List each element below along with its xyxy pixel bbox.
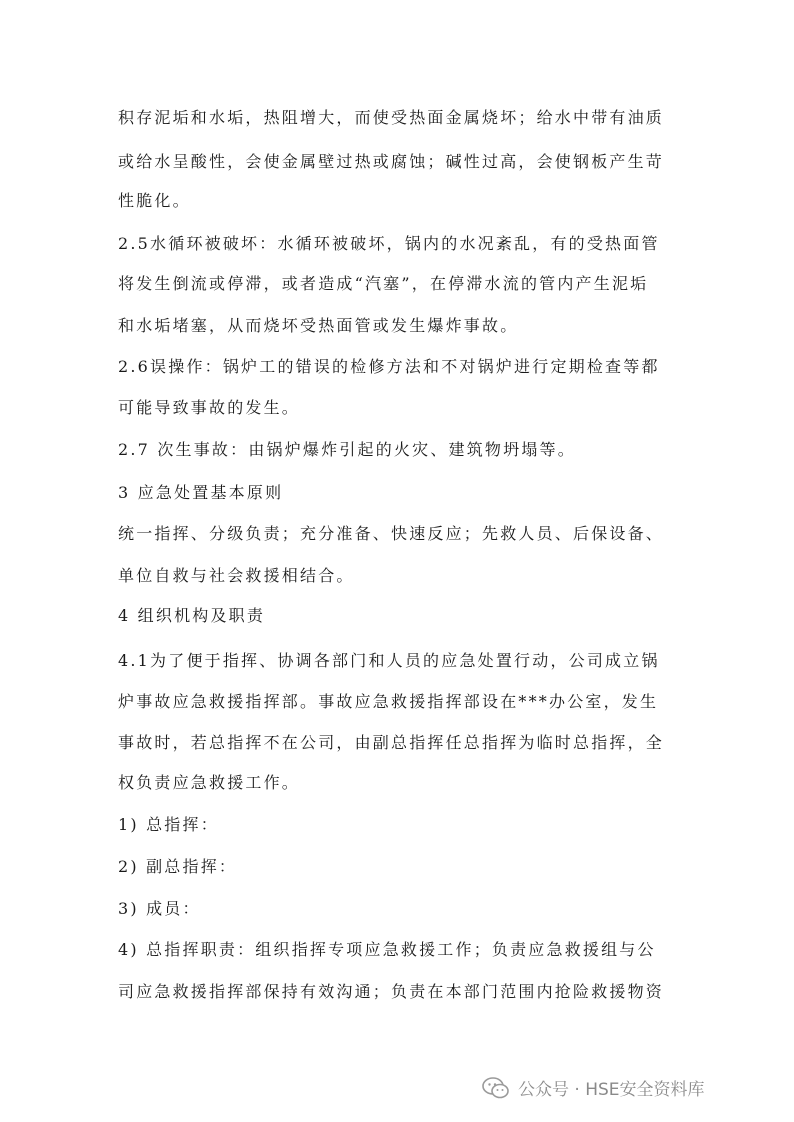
section-heading: 3 应急处置基本原则 bbox=[118, 483, 284, 502]
text-line: 将发生倒流或停滞，或者造成“汽塞”，在停滞水流的管内产生泥垢 bbox=[118, 274, 649, 293]
wechat-icon bbox=[482, 1077, 510, 1099]
text-line: 积存泥垢和水垢，热阻增大，而使受热面金属烧坏；给水中带有油质 bbox=[118, 108, 665, 127]
text-line: 2.7 次生事故：由锅炉爆炸引起的火灾、建筑物坍塌等。 bbox=[118, 440, 576, 459]
text-line: 性脆化。 bbox=[118, 191, 191, 210]
text-line: 4.1为了便于指挥、协调各部门和人员的应急处置行动，公司成立锅 bbox=[118, 651, 660, 670]
section-heading: 4 组织机构及职责 bbox=[118, 606, 266, 625]
text-line: 2.6误操作：锅炉工的错误的检修方法和不对锅炉进行定期检查等都 bbox=[118, 357, 660, 376]
text-line: 单位自救与社会救援相结合。 bbox=[118, 566, 355, 585]
text-line: 司应急救援指挥部保持有效沟通；负责在本部门范围内抢险救援物资 bbox=[118, 982, 665, 1001]
text-line: 权负责应急救援工作。 bbox=[118, 773, 301, 792]
text-line: 可能导致事故的发生。 bbox=[118, 398, 301, 417]
watermark-text: 公众号 · HSE安全资料库 bbox=[518, 1080, 705, 1100]
list-item: 1) 总指挥： bbox=[118, 815, 219, 834]
text-line: 炉事故应急救援指挥部。事故应急救援指挥部设在***办公室，发生 bbox=[118, 692, 659, 711]
text-line: 统一指挥、分级负责；充分准备、快速反应；先救人员、后保设备、 bbox=[118, 524, 665, 543]
text-line: 事故时，若总指挥不在公司，由副总指挥任总指挥为临时总指挥，全 bbox=[118, 733, 665, 752]
list-item: 4) 总指挥职责：组织指挥专项应急救援工作；负责应急救援组与公 bbox=[118, 940, 656, 959]
text-line: 或给水呈酸性，会使金属壁过热或腐蚀；碱性过高，会使钢板产生苛 bbox=[118, 152, 665, 171]
text-line: 和水垢堵塞，从而烧坏受热面管或发生爆炸事故。 bbox=[118, 316, 519, 335]
list-item: 2) 副总指挥： bbox=[118, 857, 238, 876]
watermark bbox=[482, 1075, 705, 1100]
text-line: 2.5水循环被破坏：水循环被破坏，锅内的水况紊乱，有的受热面管 bbox=[118, 234, 660, 253]
list-item: 3) 成员： bbox=[118, 899, 201, 918]
